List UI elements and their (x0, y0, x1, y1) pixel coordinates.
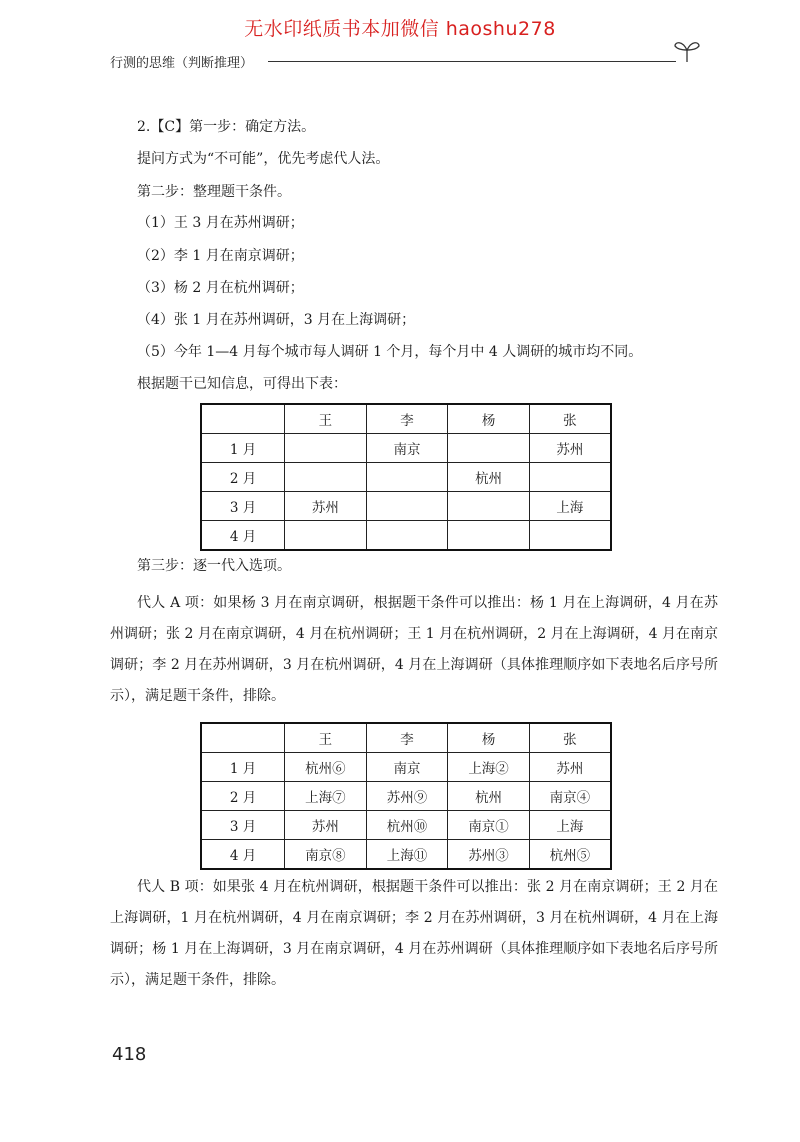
table-header-cell (201, 723, 285, 753)
table-cell: 苏州 (529, 434, 611, 463)
table-cell (366, 463, 448, 492)
table-cell: 1 月 (201, 753, 285, 782)
table-cell: 杭州⑤ (529, 840, 611, 870)
table-header-cell: 李 (366, 404, 448, 434)
table-cell (285, 434, 367, 463)
table-row (201, 434, 611, 463)
known-conditions-table (200, 403, 612, 551)
table-header-row (201, 404, 611, 434)
table-cell: 南京① (448, 811, 530, 840)
table-cell (285, 521, 367, 551)
condition-2: （2）李 1 月在南京调研； (137, 248, 304, 264)
table-cell: 上海⑪ (366, 840, 448, 870)
table-cell: 杭州⑥ (285, 753, 367, 782)
table-cell (448, 492, 530, 521)
option-a-deduction-table (200, 722, 612, 870)
table-cell (448, 521, 530, 551)
table-header-cell (201, 404, 285, 434)
table-row (201, 782, 611, 811)
running-head-title: 行测的思维（判断推理） (110, 56, 254, 71)
table-cell: 南京④ (529, 782, 611, 811)
table-cell: 2 月 (201, 463, 285, 492)
watermark-banner: 无水印纸质书本加微信 haoshu278 (244, 18, 556, 40)
table-cell: 杭州 (448, 782, 530, 811)
table-cell: 苏州 (529, 753, 611, 782)
table-header-cell: 杨 (448, 404, 530, 434)
table-row (201, 840, 611, 870)
table-header-cell: 王 (285, 723, 367, 753)
table-cell: 4 月 (201, 521, 285, 551)
table-header-cell: 杨 (448, 723, 530, 753)
table-header-row (201, 723, 611, 753)
table-cell: 苏州⑨ (366, 782, 448, 811)
table-cell: 南京 (366, 434, 448, 463)
table-cell (448, 434, 530, 463)
table-cell (366, 492, 448, 521)
table-cell: 3 月 (201, 492, 285, 521)
table-row (201, 521, 611, 551)
table-cell: 3 月 (201, 811, 285, 840)
page-number: 418 (112, 1044, 147, 1065)
method-note: 提问方式为“不可能”，优先考虑代人法。 (137, 151, 390, 167)
table-row (201, 492, 611, 521)
table-cell: 上海⑦ (285, 782, 367, 811)
option-a-explanation: 代人 A 项：如果杨 3 月在南京调研，根据题干条件可以推出：杨 1 月在上海调研，4 月在苏州调研；张 2 月在南京调研，4 月在杭州调研；王 1 月在杭州调研，2 月在上海调研，4 月在南京调研；李 2 月在苏州调研，3 月在杭州调研，4 月在上海调研（具体推理顺序如下表地名后序号所示），满足题干条件，排除。 (110, 595, 718, 704)
table-cell (285, 463, 367, 492)
table-cell (366, 521, 448, 551)
table-cell: 南京 (366, 753, 448, 782)
table-row (201, 753, 611, 782)
table-cell: 上海 (529, 811, 611, 840)
table-cell: 4 月 (201, 840, 285, 870)
table-cell: 杭州 (448, 463, 530, 492)
table-cell: 苏州 (285, 492, 367, 521)
table-cell: 南京⑧ (285, 840, 367, 870)
step-three-heading: 第三步：逐一代入选项。 (137, 558, 291, 574)
table-cell: 杭州⑩ (366, 811, 448, 840)
option-b-explanation: 代人 B 项：如果张 4 月在杭州调研，根据题干条件可以推出：张 2 月在南京调研；王 2 月在上海调研，1 月在杭州调研，4 月在南京调研；李 2 月在苏州调研，3 月在杭州调研，4 月在上海调研；杨 1 月在上海调研，3 月在南京调研，4 月在苏州调研（具体推理顺序如下表地名后序号所示），满足题干条件，排除。 (110, 879, 718, 988)
table-header-cell: 张 (529, 723, 611, 753)
table-cell: 上海 (529, 492, 611, 521)
table-row (201, 811, 611, 840)
table-intro: 根据题干已知信息，可得出下表： (137, 376, 347, 392)
table-header-cell: 张 (529, 404, 611, 434)
table-cell (529, 521, 611, 551)
condition-4: （4）张 1 月在苏州调研，3 月在上海调研； (137, 312, 416, 328)
table-cell: 苏州③ (448, 840, 530, 870)
step-two-heading: 第二步：整理题干条件。 (137, 184, 291, 200)
table-row (201, 463, 611, 492)
table-cell: 1 月 (201, 434, 285, 463)
condition-1: （1）王 3 月在苏州调研； (137, 215, 304, 231)
condition-5: （5）今年 1—4 月每个城市每人调研 1 个月，每个月中 4 人调研的城市均不同。 (137, 344, 643, 360)
sprout-icon (672, 34, 702, 64)
table-header-cell: 王 (285, 404, 367, 434)
table-cell (529, 463, 611, 492)
table-cell: 苏州 (285, 811, 367, 840)
table-cell: 2 月 (201, 782, 285, 811)
header-rule (268, 61, 676, 62)
table-header-cell: 李 (366, 723, 448, 753)
condition-3: （3）杨 2 月在杭州调研； (137, 280, 304, 296)
answer-heading: 2.【C】第一步：确定方法。 (137, 119, 316, 135)
table-cell: 上海② (448, 753, 530, 782)
